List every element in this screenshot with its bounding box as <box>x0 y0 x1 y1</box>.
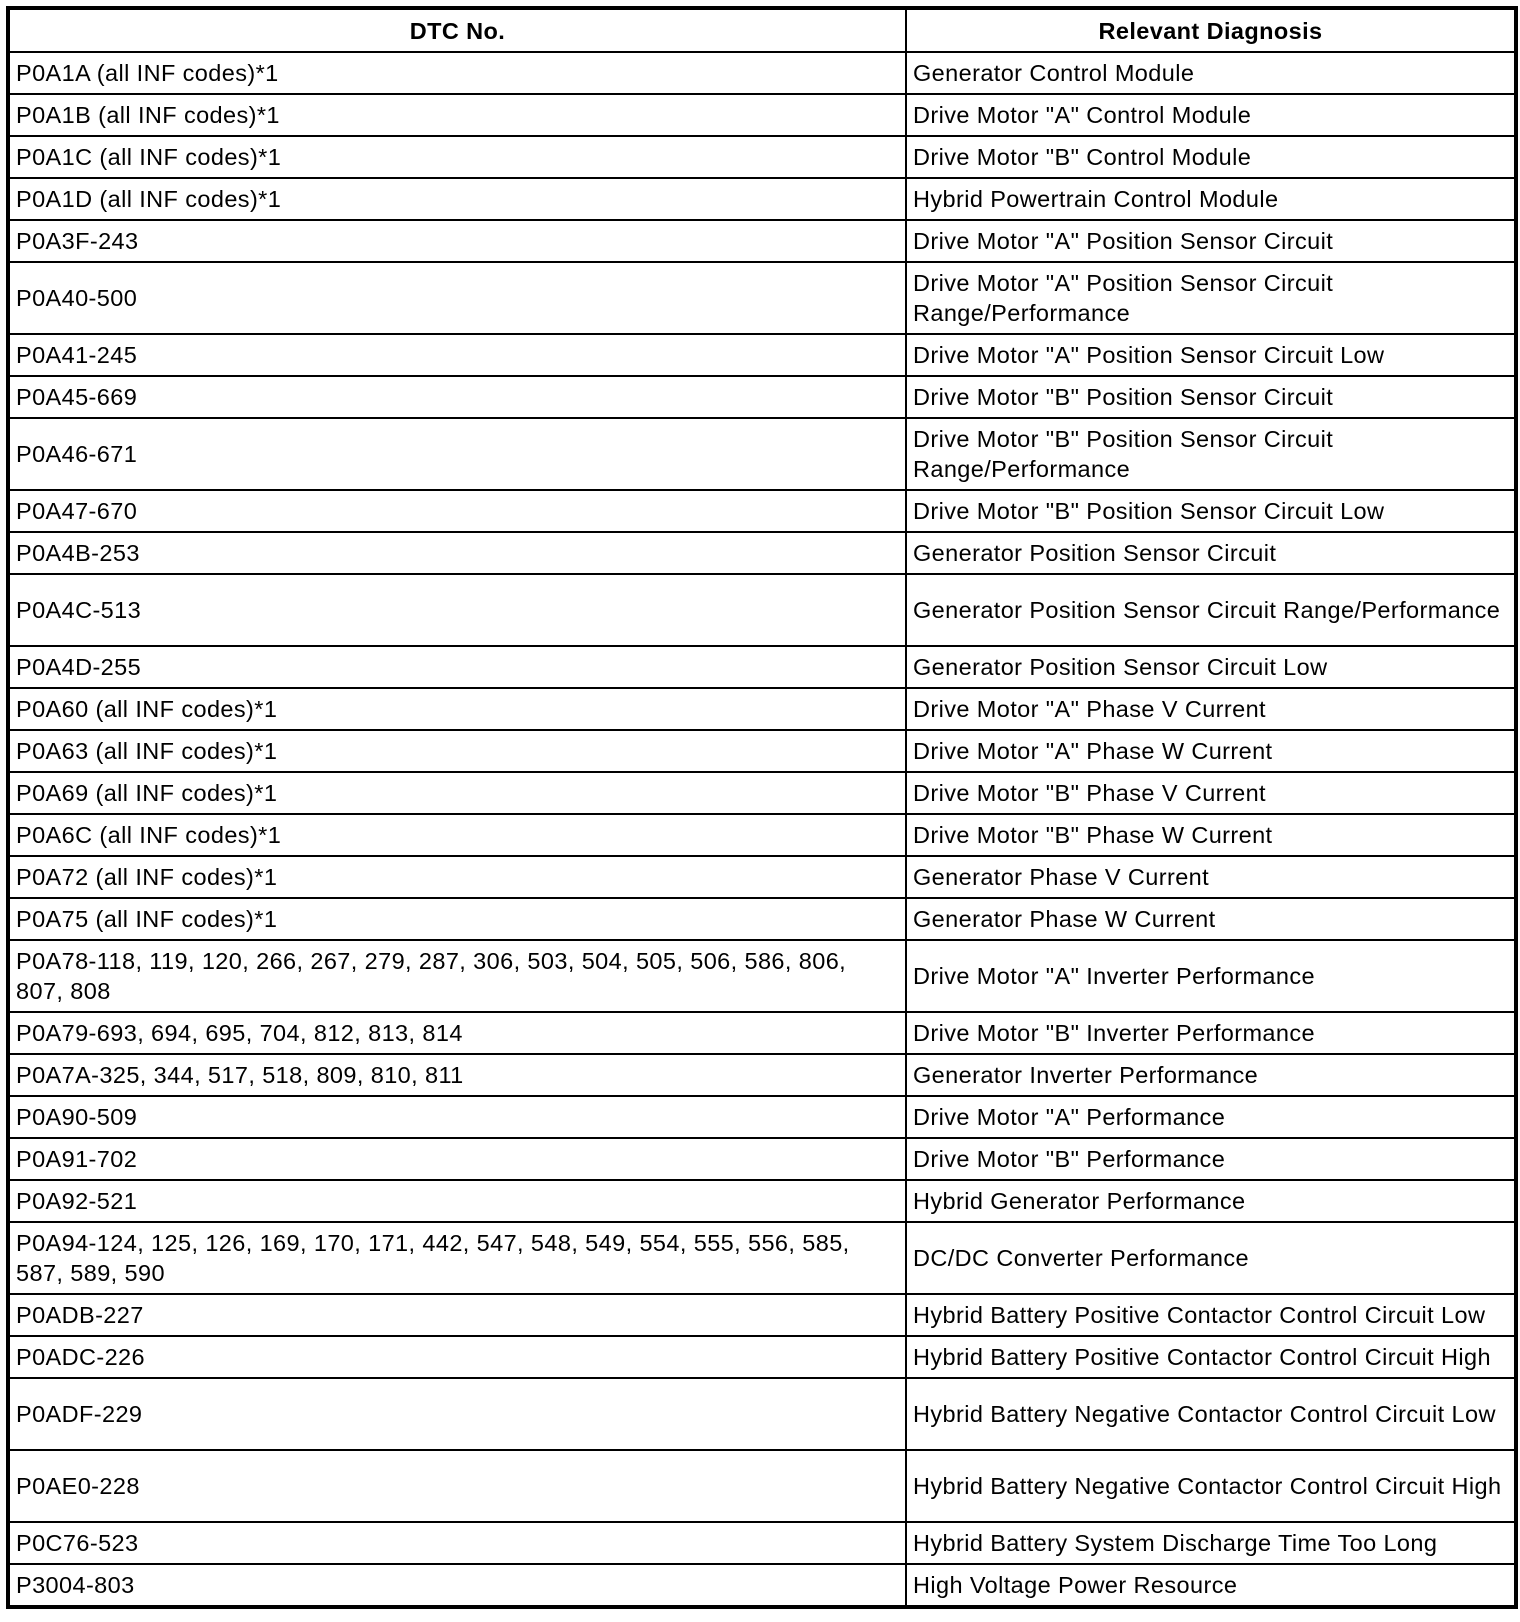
dtc-cell: P0A45-669 <box>8 376 906 418</box>
dtc-cell: P0A79-693, 694, 695, 704, 812, 813, 814 <box>8 1012 906 1054</box>
table-row <box>8 220 1516 262</box>
table-row <box>8 1096 1516 1138</box>
dtc-cell: P0A40-500 <box>8 262 906 334</box>
dtc-cell: P0A90-509 <box>8 1096 906 1138</box>
table-row <box>8 178 1516 220</box>
diagnosis-cell: Hybrid Powertrain Control Module <box>906 178 1516 220</box>
diagnosis-cell: Drive Motor "A" Position Sensor Circuit Low <box>906 334 1516 376</box>
table-row <box>8 772 1516 814</box>
table-row <box>8 1138 1516 1180</box>
dtc-cell: P0ADC-226 <box>8 1336 906 1378</box>
dtc-cell: P0A4B-253 <box>8 532 906 574</box>
diagnosis-cell: Drive Motor "B" Performance <box>906 1138 1516 1180</box>
dtc-table <box>6 6 1518 1609</box>
diagnosis-cell: Drive Motor "A" Control Module <box>906 94 1516 136</box>
dtc-cell: P0A63 (all INF codes)*1 <box>8 730 906 772</box>
header-dtc-no: DTC No. <box>8 8 906 52</box>
table-row <box>8 418 1516 490</box>
table-row <box>8 1336 1516 1378</box>
diagnosis-cell: Drive Motor "B" Control Module <box>906 136 1516 178</box>
dtc-cell: P0A75 (all INF codes)*1 <box>8 898 906 940</box>
diagnosis-cell: Generator Control Module <box>906 52 1516 94</box>
dtc-cell: P0A7A-325, 344, 517, 518, 809, 810, 811 <box>8 1054 906 1096</box>
dtc-cell: P0A1D (all INF codes)*1 <box>8 178 906 220</box>
diagnosis-cell: Hybrid Battery Positive Contactor Control Circuit Low <box>906 1294 1516 1336</box>
diagnosis-cell: Drive Motor "B" Position Sensor Circuit Range/Performance <box>906 418 1516 490</box>
diagnosis-cell: Hybrid Battery Negative Contactor Control Circuit Low <box>906 1378 1516 1450</box>
dtc-cell: P0A78-118, 119, 120, 266, 267, 279, 287, 306, 503, 504, 505, 506, 586, 806, 807, 808 <box>8 940 906 1012</box>
diagnosis-cell: Generator Phase W Current <box>906 898 1516 940</box>
diagnosis-cell: Hybrid Battery Positive Contactor Control Circuit High <box>906 1336 1516 1378</box>
diagnosis-cell: Generator Position Sensor Circuit Low <box>906 646 1516 688</box>
dtc-cell: P0A47-670 <box>8 490 906 532</box>
table-row <box>8 898 1516 940</box>
dtc-cell: P0A46-671 <box>8 418 906 490</box>
header-relevant-diagnosis: Relevant Diagnosis <box>906 8 1516 52</box>
table-row <box>8 688 1516 730</box>
diagnosis-cell: Drive Motor "A" Position Sensor Circuit Range/Performance <box>906 262 1516 334</box>
table-row <box>8 1522 1516 1564</box>
table-row <box>8 1450 1516 1522</box>
table-row <box>8 94 1516 136</box>
diagnosis-cell: DC/DC Converter Performance <box>906 1222 1516 1294</box>
table-row <box>8 814 1516 856</box>
dtc-cell: P0C76-523 <box>8 1522 906 1564</box>
table-row <box>8 1564 1516 1607</box>
table-row <box>8 532 1516 574</box>
dtc-cell: P0A3F-243 <box>8 220 906 262</box>
table-body <box>8 52 1516 1607</box>
diagnosis-cell: Hybrid Battery Negative Contactor Control Circuit High <box>906 1450 1516 1522</box>
diagnosis-cell: Drive Motor "B" Inverter Performance <box>906 1012 1516 1054</box>
table-header-row <box>8 8 1516 52</box>
diagnosis-cell: Hybrid Generator Performance <box>906 1180 1516 1222</box>
table-row <box>8 334 1516 376</box>
table-row <box>8 52 1516 94</box>
table-row <box>8 1378 1516 1450</box>
diagnosis-cell: Generator Inverter Performance <box>906 1054 1516 1096</box>
diagnosis-cell: Generator Phase V Current <box>906 856 1516 898</box>
diagnosis-cell: Drive Motor "A" Inverter Performance <box>906 940 1516 1012</box>
table-row <box>8 1012 1516 1054</box>
dtc-cell: P0ADB-227 <box>8 1294 906 1336</box>
table-row <box>8 1180 1516 1222</box>
diagnosis-cell: Hybrid Battery System Discharge Time Too Long <box>906 1522 1516 1564</box>
diagnosis-cell: Generator Position Sensor Circuit Range/Performance <box>906 574 1516 646</box>
dtc-cell: P0A72 (all INF codes)*1 <box>8 856 906 898</box>
diagnosis-cell: High Voltage Power Resource <box>906 1564 1516 1607</box>
diagnosis-cell: Drive Motor "B" Phase W Current <box>906 814 1516 856</box>
dtc-cell: P0A41-245 <box>8 334 906 376</box>
diagnosis-cell: Drive Motor "A" Performance <box>906 1096 1516 1138</box>
table-row <box>8 856 1516 898</box>
dtc-cell: P0A60 (all INF codes)*1 <box>8 688 906 730</box>
dtc-cell: P0A4C-513 <box>8 574 906 646</box>
table-row <box>8 136 1516 178</box>
dtc-cell: P0A69 (all INF codes)*1 <box>8 772 906 814</box>
dtc-cell: P3004-803 <box>8 1564 906 1607</box>
dtc-cell: P0A6C (all INF codes)*1 <box>8 814 906 856</box>
dtc-cell: P0A1A (all INF codes)*1 <box>8 52 906 94</box>
dtc-cell: P0AE0-228 <box>8 1450 906 1522</box>
dtc-cell: P0A4D-255 <box>8 646 906 688</box>
table-row <box>8 574 1516 646</box>
table-row <box>8 490 1516 532</box>
diagnosis-cell: Generator Position Sensor Circuit <box>906 532 1516 574</box>
dtc-cell: P0A1B (all INF codes)*1 <box>8 94 906 136</box>
diagnosis-cell: Drive Motor "B" Position Sensor Circuit Low <box>906 490 1516 532</box>
table-row <box>8 1222 1516 1294</box>
table-row <box>8 262 1516 334</box>
dtc-cell: P0A92-521 <box>8 1180 906 1222</box>
table-row <box>8 1054 1516 1096</box>
table-row <box>8 940 1516 1012</box>
diagnosis-cell: Drive Motor "A" Phase V Current <box>906 688 1516 730</box>
table-row <box>8 730 1516 772</box>
table-row <box>8 1294 1516 1336</box>
diagnosis-cell: Drive Motor "B" Phase V Current <box>906 772 1516 814</box>
dtc-table-container <box>6 6 1514 1609</box>
diagnosis-cell: Drive Motor "A" Position Sensor Circuit <box>906 220 1516 262</box>
dtc-cell: P0ADF-229 <box>8 1378 906 1450</box>
dtc-cell: P0A1C (all INF codes)*1 <box>8 136 906 178</box>
dtc-cell: P0A91-702 <box>8 1138 906 1180</box>
diagnosis-cell: Drive Motor "A" Phase W Current <box>906 730 1516 772</box>
dtc-cell: P0A94-124, 125, 126, 169, 170, 171, 442, 547, 548, 549, 554, 555, 556, 585, 587, 589, 590 <box>8 1222 906 1294</box>
table-row <box>8 376 1516 418</box>
table-row <box>8 646 1516 688</box>
diagnosis-cell: Drive Motor "B" Position Sensor Circuit <box>906 376 1516 418</box>
